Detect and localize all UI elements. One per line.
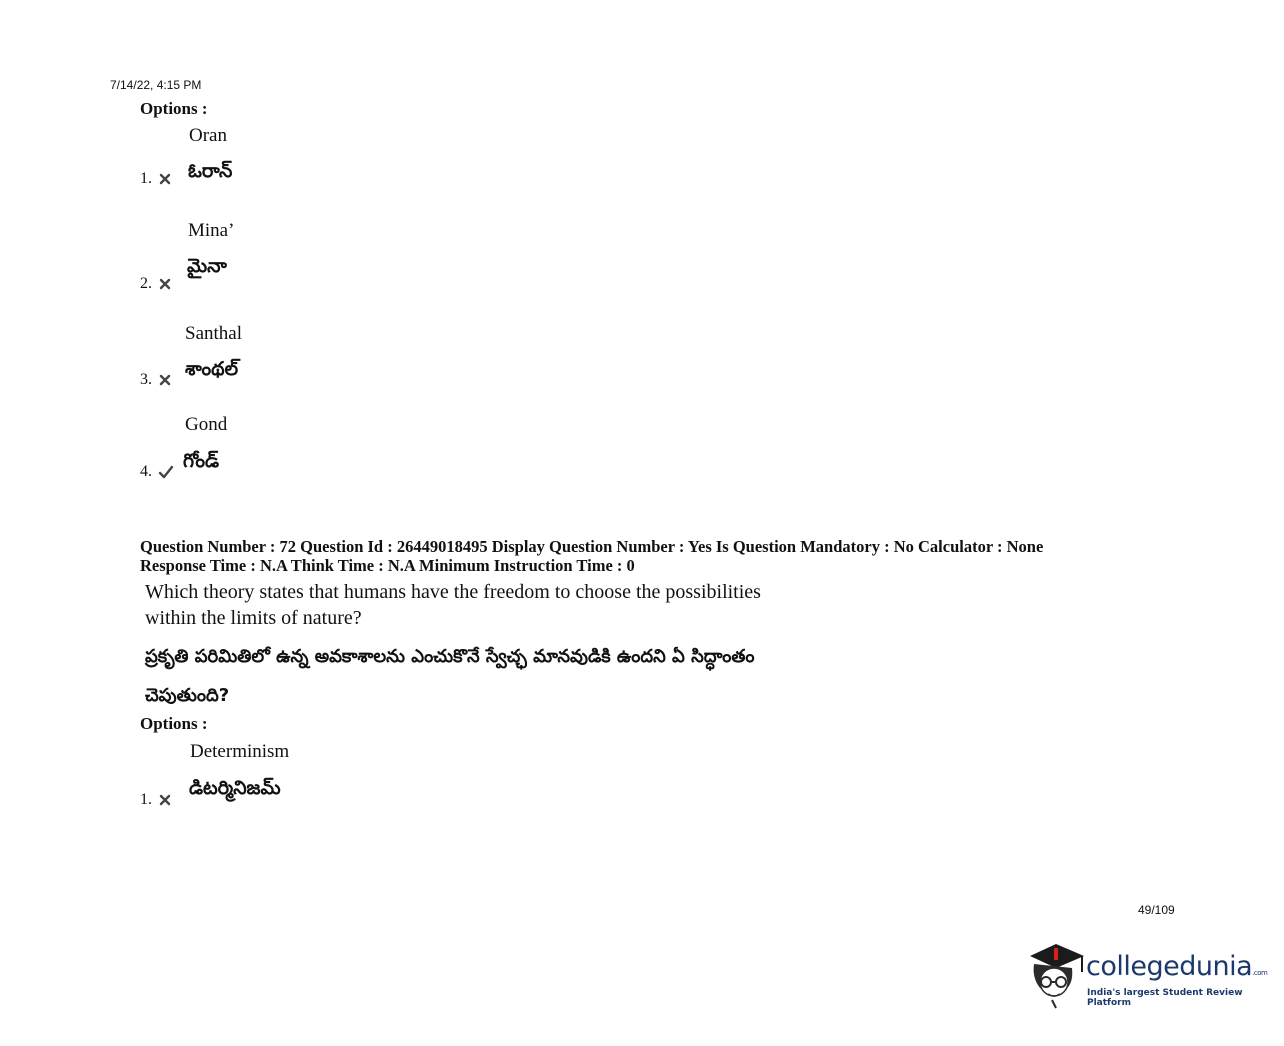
option-number: 4. xyxy=(140,463,152,480)
question-text-english-line-2: within the limits of nature? xyxy=(145,607,362,629)
logo-suffix: .com xyxy=(1252,969,1268,977)
option-1 xyxy=(140,170,172,188)
option-1-telugu: ఓరాన్ xyxy=(188,160,233,182)
cross-icon xyxy=(158,793,172,807)
option-1-english: Oran xyxy=(189,125,227,146)
option-4-telugu: గోండ్ xyxy=(183,450,220,472)
q72-option-1-telugu: డిటర్మినిజమ్ xyxy=(189,777,281,799)
q72-option-1 xyxy=(140,791,172,809)
mascot-icon xyxy=(1024,938,1088,1010)
option-number: 2. xyxy=(140,275,152,292)
question-text-telugu-line-2: చెపుతుంది? xyxy=(145,685,230,706)
cross-icon xyxy=(158,373,172,387)
collegedunia-logo xyxy=(1086,951,1267,982)
logo-text: collegedunia xyxy=(1086,951,1253,982)
option-3-english: Santhal xyxy=(185,323,242,344)
question-meta-line-2: Response Time : N.A Think Time : N.A Minimum Instruction Time : 0 xyxy=(140,556,635,575)
question-text-english-line-1: Which theory states that humans have the freedom to choose the possibilities xyxy=(145,581,761,603)
option-number: 3. xyxy=(140,371,152,388)
cross-icon xyxy=(158,277,172,291)
print-timestamp: 7/14/22, 4:15 PM xyxy=(110,78,202,92)
option-2-english: Mina’ xyxy=(188,220,235,241)
cross-icon xyxy=(158,172,172,186)
page-number: 49/109 xyxy=(1138,903,1175,917)
options-label: Options : xyxy=(140,714,208,733)
option-3 xyxy=(140,371,172,389)
logo-tagline: India's largest Student Review Platform xyxy=(1087,988,1243,1008)
option-4-english: Gond xyxy=(185,414,228,435)
question-meta-line-1: Question Number : 72 Question Id : 26449018495 Display Question Number : Yes Is Question Mandatory : No Calculator : None xyxy=(140,537,1044,556)
option-2-telugu: మైనా xyxy=(187,255,227,277)
check-icon xyxy=(158,465,174,479)
option-3-telugu: శాంథల్ xyxy=(185,358,239,380)
option-number: 1. xyxy=(140,170,152,187)
option-4 xyxy=(140,463,174,481)
question-text-telugu-line-1: ప్రకృతి పరిమితిలో ఉన్న అవకాశాలను ఎంచుకొనే స్వేచ్ఛ మానవుడికి ఉందని ఏ సిద్ధాంతం xyxy=(145,646,755,667)
q72-option-1-english: Determinism xyxy=(190,741,290,762)
option-number: 1. xyxy=(140,791,152,808)
options-label: Options : xyxy=(140,99,208,118)
option-2 xyxy=(140,275,172,293)
